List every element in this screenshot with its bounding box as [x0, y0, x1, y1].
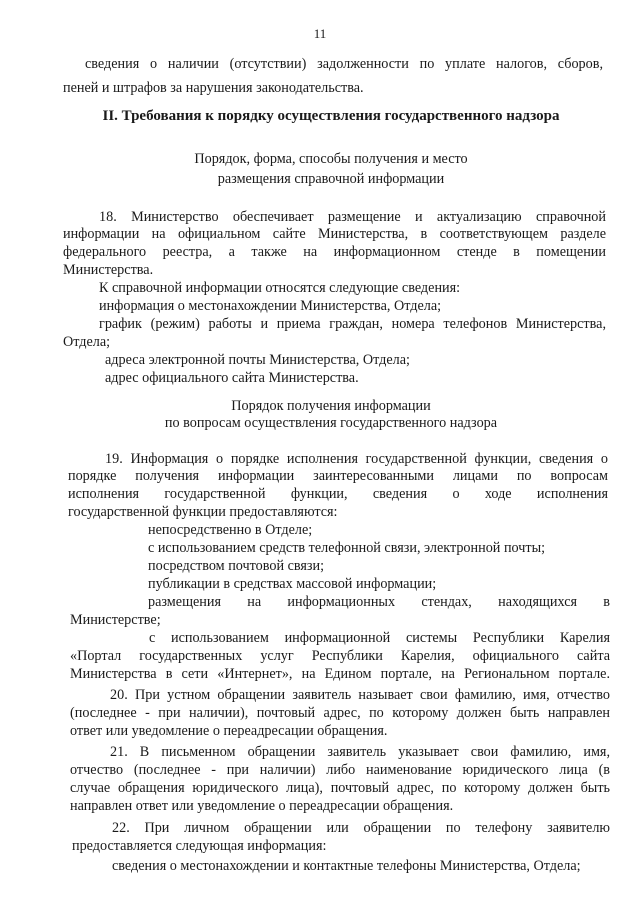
subheading: Порядок получения информации: [231, 398, 431, 414]
text-line: Министерства.: [63, 262, 154, 278]
text-line: адрес официального сайта Министерства.: [105, 370, 359, 386]
subheading: размещения справочной информации: [217, 171, 445, 187]
subheading: Порядок, форма, способы получения и место: [194, 151, 468, 167]
text-line: (последнее - при наличии), почтовый адрес, по которому должен быть направлен: [70, 705, 610, 721]
text-line: 20. При устном обращении заявитель называет свои фамилию, имя, отчество: [110, 687, 610, 703]
text-line: «Портал государственных услуг Республики Карелия, официального сайта: [70, 648, 610, 664]
section-heading: II. Требования к порядку осуществления государственного надзора: [102, 108, 560, 124]
text-line: исполнения государственной функции, сведения о ходе исполнения: [68, 486, 608, 502]
page-number: 11: [313, 26, 327, 41]
text-line: отчество (последнее - при наличии) либо наименование юридического лица (в: [70, 762, 610, 778]
text-line: государственной функции предоставляются:: [68, 504, 338, 520]
list-item: непосредственно в Отделе;: [148, 522, 313, 538]
text-line: адреса электронной почты Министерства, Отдела;: [105, 352, 410, 368]
list-item: размещения на информационных стендах, находящихся в: [148, 594, 610, 610]
text-line: ответ или уведомление о переадресации обращения.: [70, 723, 388, 739]
text-line: Министерства в сети «Интернет», на Едином портале, на Региональном портале.: [70, 666, 610, 682]
text-line: федерального реестра, а также на информационном стенде в помещении: [63, 244, 606, 260]
text-line: 21. В письменном обращении заявитель указывает свои фамилию, имя,: [110, 744, 610, 760]
text-line: информация о местонахождении Министерства, Отдела;: [99, 298, 442, 314]
text-line: сведения о местонахождении и контактные телефоны Министерства, Отдела;: [112, 858, 581, 874]
list-item: с использованием информационной системы Республики Карелия: [149, 630, 610, 646]
text-line: 19. Информация о порядке исполнения государственной функции, сведения о: [105, 451, 608, 467]
subheading: по вопросам осуществления государственного надзора: [164, 415, 498, 431]
list-item: публикации в средствах массовой информации;: [148, 576, 437, 592]
text-line: 22. При личном обращении или обращении по телефону заявителю: [112, 820, 610, 836]
text-line: 18. Министерство обеспечивает размещение и актуализацию справочной: [99, 209, 606, 225]
text-line: случае обращения юридического лица), почтовый адрес, по которому должен быть: [70, 780, 610, 796]
text-line: предоставляется следующая информация:: [72, 838, 327, 854]
text-line: информации на официальном сайте Министерства, в соответствующем разделе: [63, 226, 606, 242]
text-line: график (режим) работы и приема граждан, номера телефонов Министерства,: [99, 316, 606, 332]
text-line: Отдела;: [63, 334, 111, 350]
text-line: К справочной информации относятся следующие сведения:: [99, 280, 461, 296]
text-line: сведения о наличии (отсутствии) задолженности по уплате налогов, сборов,: [85, 56, 603, 72]
list-item: посредством почтовой связи;: [148, 558, 325, 574]
text-line: пеней и штрафов за нарушения законодательства.: [63, 80, 364, 96]
text-line: Министерстве;: [70, 612, 161, 628]
text-line: порядке получения информации заинтересованными лицами по вопросам: [68, 468, 608, 484]
text-line: направлен ответ или уведомление о переадресации обращения.: [70, 798, 454, 814]
list-item: с использованием средств телефонной связи, электронной почты;: [148, 540, 546, 556]
